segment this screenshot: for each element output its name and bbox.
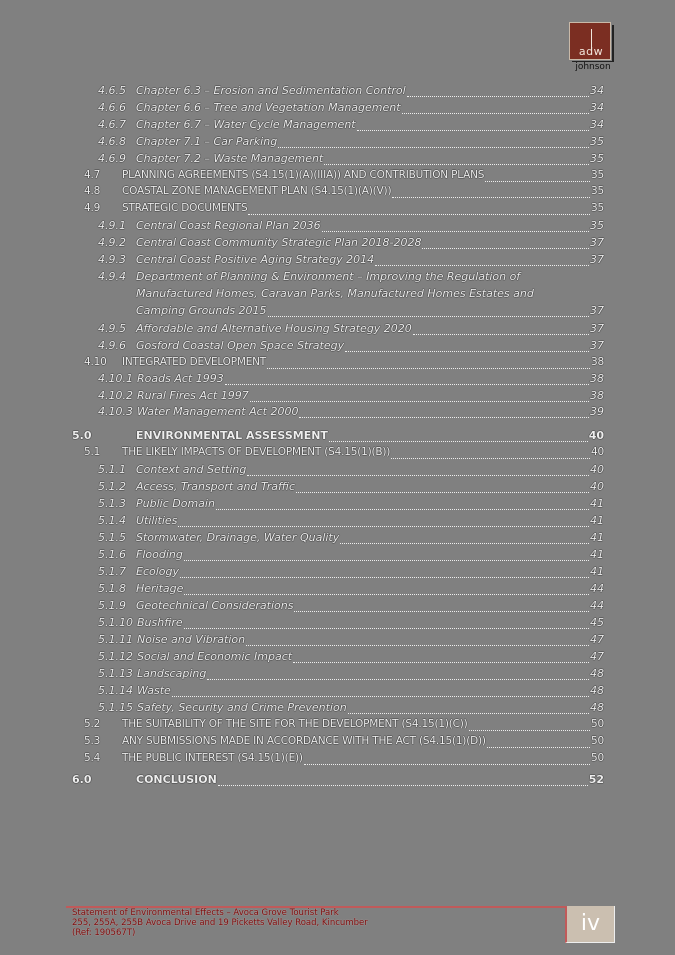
dot-leader <box>402 105 589 114</box>
toc-entry-title: Chapter 7.2 – Waste Management <box>136 152 324 165</box>
toc-entry[interactable] <box>98 582 604 598</box>
toc-entry-title: CONCLUSION <box>136 773 217 786</box>
toc-entry-number: 4.9.1 <box>98 219 126 232</box>
toc-entry-page: 38 <box>590 372 604 385</box>
toc-entry-number: 5.1.12 <box>98 650 133 663</box>
toc-entry-title: Safety, Security and Crime Prevention <box>137 701 347 714</box>
toc-entry-page: 41 <box>590 565 604 578</box>
toc-entry-page: 40 <box>588 429 604 442</box>
toc-entry-page: 45 <box>590 616 604 629</box>
toc-entry[interactable] <box>98 497 604 513</box>
toc-entry-title: Bushfire <box>137 616 183 629</box>
toc-entry-title: Gosford Coastal Open Space Strategy <box>136 339 345 352</box>
toc-entry-title: Department of Planning & Environment – Improving the Regulation of <box>136 270 521 283</box>
toc-entry[interactable] <box>98 152 604 168</box>
footer-title: Statement of Environmental Effects – Avoca Grove Tourist Park <box>72 908 339 918</box>
dot-leader <box>487 739 590 748</box>
logo-name: johnson <box>575 62 611 72</box>
dot-leader <box>184 586 589 595</box>
toc-entry-number: 5.1.11 <box>98 633 133 646</box>
toc-entry-number: 5.1.7 <box>98 565 126 578</box>
toc-entry[interactable] <box>98 405 604 421</box>
toc-entry[interactable] <box>98 219 604 235</box>
toc-entry-title: Landscaping <box>137 667 207 680</box>
dot-leader <box>247 467 589 476</box>
toc-entry-page: 41 <box>590 514 604 527</box>
footer-document-info <box>72 908 368 938</box>
toc-entry-title: Camping Grounds 2015 <box>136 304 267 317</box>
dot-leader <box>250 393 589 402</box>
toc-entry-page: 44 <box>590 599 604 612</box>
dot-leader <box>340 535 589 544</box>
dot-leader <box>207 671 589 680</box>
toc-entry-page: 48 <box>590 684 604 697</box>
toc-entry-number: 4.10 <box>84 356 107 368</box>
toc-entry[interactable] <box>98 565 604 581</box>
toc-entry-page: 37 <box>590 253 604 266</box>
toc-entry-page: 34 <box>590 84 604 97</box>
toc-entry[interactable] <box>84 752 604 768</box>
toc-entry-page: 35 <box>590 135 604 148</box>
toc-entry-title: INTEGRATED DEVELOPMENT <box>122 356 267 368</box>
toc-entry-number: 4.9.6 <box>98 339 126 352</box>
dot-leader <box>329 433 588 442</box>
toc-entry-page: 37 <box>590 339 604 352</box>
toc-entry-title: Social and Economic Impact <box>137 650 293 663</box>
toc-entry-title: Public Domain <box>136 497 215 510</box>
toc-entry-number: 4.6.7 <box>98 118 126 131</box>
toc-entry[interactable] <box>98 304 604 320</box>
dot-leader <box>178 518 589 527</box>
toc-entry-number: 4.6.5 <box>98 84 126 97</box>
dot-leader <box>322 223 589 232</box>
toc-entry-number: 4.9.2 <box>98 236 126 249</box>
dot-leader <box>268 308 589 317</box>
toc-entry[interactable] <box>98 599 604 615</box>
toc-entry-page: 38 <box>591 356 604 368</box>
footer-reference: (Ref: 190567T) <box>72 928 136 938</box>
dot-leader <box>345 343 589 352</box>
toc-entry-page: 41 <box>590 497 604 510</box>
dot-leader <box>180 569 589 578</box>
toc-entry[interactable] <box>98 84 604 100</box>
toc-entry-page: 35 <box>591 202 604 214</box>
toc-entry-page: 39 <box>590 405 604 418</box>
toc-entry[interactable] <box>98 101 604 117</box>
dot-leader <box>246 637 589 646</box>
dot-leader <box>375 257 589 266</box>
toc-entry-number: 5.1.2 <box>98 480 126 493</box>
toc-entry-title: THE SUITABILITY OF THE SITE FOR THE DEVELOPMENT (S4.15(1)(C)) <box>122 718 468 730</box>
toc-entry-number: 4.6.6 <box>98 101 126 114</box>
toc-entry-number: 5.1.10 <box>98 616 133 629</box>
toc-entry[interactable] <box>98 650 604 666</box>
toc-entry-title: Central Coast Community Strategic Plan 2018-2028 <box>136 236 422 249</box>
toc-entry-number: 5.0 <box>72 429 92 442</box>
dot-leader <box>391 450 590 459</box>
toc-entry-title: ANY SUBMISSIONS MADE IN ACCORDANCE WITH THE ACT (S4.15(1)(D)) <box>122 735 486 747</box>
toc-entry-page: 35 <box>591 169 604 181</box>
toc-entry-number: 5.1.6 <box>98 548 126 561</box>
toc-entry-page: 35 <box>590 152 604 165</box>
dot-leader <box>485 173 590 182</box>
toc-entry[interactable] <box>84 169 604 185</box>
toc-entry-number: 5.1.14 <box>98 684 133 697</box>
dot-leader <box>267 360 590 369</box>
toc-entry-number: 4.6.8 <box>98 135 126 148</box>
toc-entry[interactable] <box>84 185 604 201</box>
toc-entry[interactable] <box>72 773 604 789</box>
toc-entry-number: 5.1.4 <box>98 514 126 527</box>
toc-entry[interactable] <box>84 202 604 218</box>
footer-address: 255, 255A, 255B Avoca Drive and 19 Picketts Valley Road, Kincumber <box>72 918 368 928</box>
dot-leader <box>294 603 589 612</box>
dot-leader <box>184 552 589 561</box>
toc-entry-title: Access, Transport and Traffic <box>136 480 296 493</box>
toc-entry-number: 5.3 <box>84 735 101 747</box>
toc-entry[interactable] <box>98 616 604 632</box>
toc-entry[interactable] <box>98 633 604 649</box>
toc-entry[interactable] <box>98 339 604 355</box>
toc-entry-title: Ecology <box>136 565 180 578</box>
toc-entry-page: 41 <box>590 531 604 544</box>
toc-entry[interactable] <box>84 718 604 734</box>
toc-entry-number: 4.7 <box>84 169 101 181</box>
toc-entry-page: 50 <box>591 735 604 747</box>
toc-entry-title: Geotechnical Considerations <box>136 599 294 612</box>
toc-entry[interactable] <box>98 135 604 151</box>
dot-leader <box>413 326 589 335</box>
toc-entry-page: 47 <box>590 650 604 663</box>
toc-entry-title: Central Coast Regional Plan 2036 <box>136 219 321 232</box>
dot-leader <box>225 376 589 385</box>
toc-entry-number: 4.10.2 <box>98 389 133 402</box>
dot-leader <box>469 722 590 731</box>
toc-entry-page: 40 <box>591 446 604 458</box>
toc-entry-title: Manufactured Homes, Caravan Parks, Manufactured Homes Estates and <box>136 287 534 300</box>
toc-entry-page: 40 <box>590 463 604 476</box>
toc-entry-number: 4.10.1 <box>98 372 133 385</box>
toc-entry[interactable] <box>98 548 604 564</box>
toc-entry-number: 4.9 <box>84 202 101 214</box>
toc-entry-page: 48 <box>590 667 604 680</box>
dot-leader <box>296 484 589 493</box>
toc-entry-title: Flooding <box>136 548 183 561</box>
toc-entry-title: ENVIRONMENTAL ASSESSMENT <box>136 429 328 442</box>
toc-entry-title: Chapter 6.6 – Tree and Vegetation Management <box>136 101 401 114</box>
toc-entry[interactable] <box>72 429 604 445</box>
toc-entry-page: 44 <box>590 582 604 595</box>
toc-entry-page: 35 <box>591 185 604 197</box>
toc-entry-page: 38 <box>590 389 604 402</box>
toc-entry[interactable] <box>98 253 604 269</box>
toc-entry[interactable] <box>98 322 604 338</box>
dot-leader <box>248 206 590 215</box>
dot-leader <box>348 705 589 714</box>
toc-entry-number: 5.1.15 <box>98 701 133 714</box>
toc-entry-number: 4.9.4 <box>98 270 126 283</box>
toc-entry[interactable] <box>98 287 604 303</box>
toc-entry[interactable] <box>98 667 604 683</box>
toc-entry[interactable] <box>98 701 604 717</box>
toc-entry[interactable] <box>98 118 604 134</box>
toc-entry-title: Chapter 6.7 – Water Cycle Management <box>136 118 356 131</box>
toc-entry-title: Chapter 7.1 – Car Parking <box>136 135 278 148</box>
dot-leader <box>304 756 590 765</box>
toc-entry[interactable] <box>98 514 604 530</box>
logo-mark <box>569 22 611 60</box>
toc-entry-number: 4.8 <box>84 185 101 197</box>
toc-entry-page: 35 <box>590 219 604 232</box>
toc-entry[interactable] <box>98 531 604 547</box>
toc-entry-page: 50 <box>591 718 604 730</box>
toc-entry-number: 5.1.8 <box>98 582 126 595</box>
toc-entry-title: THE PUBLIC INTEREST (S4.15(1)(E)) <box>122 752 303 764</box>
toc-entry-page: 37 <box>590 236 604 249</box>
toc-entry-page: 52 <box>588 773 604 786</box>
toc-entry-number: 5.1.3 <box>98 497 126 510</box>
dot-leader <box>278 139 589 148</box>
toc-entry[interactable] <box>98 372 604 388</box>
toc-entry-title: Heritage <box>136 582 184 595</box>
toc-entry-page: 48 <box>590 701 604 714</box>
page-number-badge: iv <box>565 906 615 943</box>
toc-entry-title: Noise and Vibration <box>137 633 246 646</box>
dot-leader <box>299 409 589 418</box>
toc-entry[interactable] <box>98 236 604 252</box>
toc-entry[interactable] <box>84 735 604 751</box>
toc-entry-title: PLANNING AGREEMENTS (S4.15(1)(A)(IIIA)) AND CONTRIBUTION PLANS <box>122 169 485 181</box>
dot-leader <box>216 501 589 510</box>
dot-leader <box>392 189 590 198</box>
dot-leader <box>218 777 588 786</box>
toc-entry-number: 4.9.3 <box>98 253 126 266</box>
logo-mark-text: adw <box>578 45 604 58</box>
toc-entry-number: 4.6.9 <box>98 152 126 165</box>
dot-leader <box>407 88 589 97</box>
toc-entry[interactable] <box>98 270 604 286</box>
toc-entry-page: 34 <box>590 101 604 114</box>
toc-entry-title: STRATEGIC DOCUMENTS <box>122 202 248 214</box>
adw-johnson-logo <box>569 22 617 74</box>
toc-entry[interactable] <box>98 480 604 496</box>
dot-leader <box>324 156 589 165</box>
toc-entry[interactable] <box>98 684 604 700</box>
dot-leader <box>184 620 589 629</box>
toc-entry-number: 4.10.3 <box>98 405 133 418</box>
toc-entry-title: Utilities <box>136 514 178 527</box>
toc-entry[interactable] <box>98 463 604 479</box>
toc-entry-page: 41 <box>590 548 604 561</box>
toc-entry-number: 4.9.5 <box>98 322 126 335</box>
toc-entry-page: 34 <box>590 118 604 131</box>
toc-entry-title: COASTAL ZONE MANAGEMENT PLAN (S4.15(1)(A)(V)) <box>122 185 392 197</box>
toc-entry[interactable] <box>98 389 604 405</box>
dot-leader <box>293 654 589 663</box>
toc-entry[interactable] <box>84 446 604 462</box>
dot-leader <box>422 240 589 249</box>
toc-entry-title: Central Coast Positive Aging Strategy 2014 <box>136 253 375 266</box>
toc-entry-number: 5.2 <box>84 718 101 730</box>
toc-entry-page: 37 <box>590 322 604 335</box>
toc-entry-number: 5.1.13 <box>98 667 133 680</box>
toc-entry-number: 5.1.5 <box>98 531 126 544</box>
toc-entry-title: Stormwater, Drainage, Water Quality <box>136 531 340 544</box>
toc-entry-title: Water Management Act 2000 <box>137 405 299 418</box>
toc-entry-page: 47 <box>590 633 604 646</box>
toc-entry-number: 6.0 <box>72 773 92 786</box>
toc-entry-page: 37 <box>590 304 604 317</box>
dot-leader <box>357 122 589 131</box>
toc-entry-title: Roads Act 1993 <box>137 372 224 385</box>
toc-entry-title: Rural Fires Act 1997 <box>137 389 249 402</box>
toc-entry-number: 5.4 <box>84 752 101 764</box>
toc-entry-page: 50 <box>591 752 604 764</box>
toc-entry-title: Waste <box>137 684 171 697</box>
toc-entry[interactable] <box>84 356 604 372</box>
toc-entry-number: 5.1.9 <box>98 599 126 612</box>
toc-entry-title: Context and Setting <box>136 463 247 476</box>
toc-entry-page: 40 <box>590 480 604 493</box>
dot-leader <box>172 688 589 697</box>
toc-entry-title: Chapter 6.3 – Erosion and Sedimentation Control <box>136 84 406 97</box>
toc-entry-title: THE LIKELY IMPACTS OF DEVELOPMENT (S4.15(1)(B)) <box>122 446 391 458</box>
toc-entry-number: 5.1.1 <box>98 463 126 476</box>
toc-entry-number: 5.1 <box>84 446 101 458</box>
toc-entry-title: Affordable and Alternative Housing Strategy 2020 <box>136 322 412 335</box>
